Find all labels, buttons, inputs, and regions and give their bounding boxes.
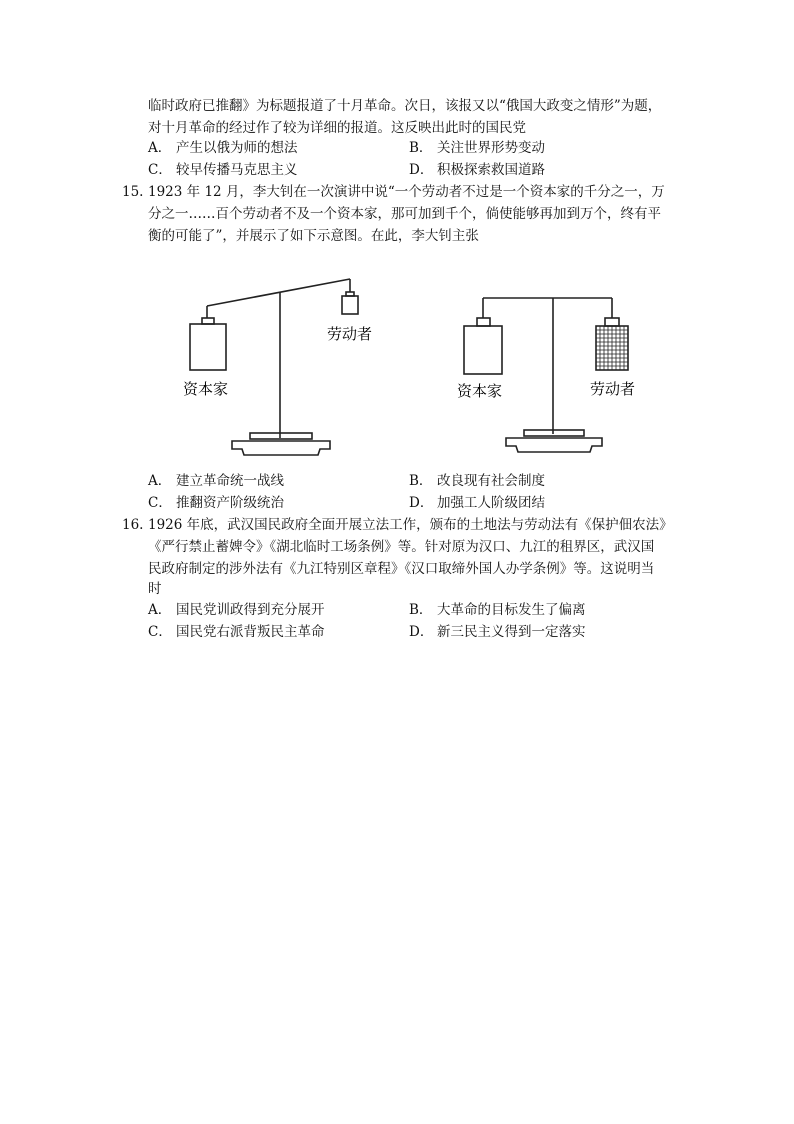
q16-line-1 [122,515,673,535]
option-letter: A． [148,602,172,618]
q16-option-c[interactable] [148,622,325,642]
option-text: 加强工人阶级团结 [437,495,545,511]
right-balance-scale [464,298,628,452]
option-letter: C． [148,624,172,640]
q15-line-2: 分之一……百个劳动者不及一个资本家，那可加到千个，倘使能够再加到万个，终有平 [148,206,661,222]
option-letter: B． [409,602,433,618]
option-letter: C． [148,162,172,178]
left-labor-label: 劳动者 [327,325,373,343]
q14-line-2: 对十月革命的经过作了较为详细的报道。这反映出此时的国民党 [148,120,526,136]
right-capital-label: 资本家 [457,382,503,400]
q16-line-2: 《严行禁止蓄婢令》《湖北临时工场条例》等。针对原为汉口、九江的租界区，武汉国 [148,539,655,555]
right-labor-label: 劳动者 [590,380,636,398]
option-text: 关注世界形势变动 [437,140,545,156]
option-text: 改良现有社会制度 [437,473,545,489]
option-letter: D． [409,162,434,178]
q15-option-c[interactable] [148,493,284,513]
q15-text-1: 1923 年 12 月，李大钊在一次演讲中说“一个劳动者不过是一个资本家的千分之一，万 [148,184,665,200]
option-text: 国民党右派背叛民主革命 [176,624,325,640]
option-letter: D． [409,624,434,640]
option-letter: B． [409,473,433,489]
balance-scale-figure [0,0,794,470]
option-letter: A． [148,140,172,156]
q15-line-3: 衡的可能了”，并展示了如下示意图。在此，李大钊主张 [148,228,479,244]
option-text: 国民党训政得到充分展开 [176,602,325,618]
left-capital-label: 资本家 [183,380,229,398]
left-balance-scale [190,279,358,455]
option-text: 新三民主义得到一定落实 [437,624,586,640]
q16-line-4: 时 [148,581,162,597]
q16-option-a[interactable] [148,600,325,620]
option-text: 建立革命统一战线 [176,473,284,489]
option-letter: C． [148,495,172,511]
q16-text-1: 1926 年底，武汉国民政府全面开展立法工作，颁布的土地法与劳动法有《保护佃农法》 [148,517,673,533]
q15-option-b[interactable] [409,471,545,491]
option-letter: D． [409,495,434,511]
q15-option-d[interactable] [409,493,545,513]
option-text: 较早传播马克思主义 [176,162,298,178]
q16-line-3: 民政府制定的涉外法有《九江特别区章程》《汉口取缔外国人办学条例》等。这说明当 [148,561,655,577]
q16-option-b[interactable] [409,600,586,620]
question-number: 15. [122,184,144,200]
option-text: 推翻资产阶级统治 [176,495,284,511]
option-text: 大革命的目标发生了偏离 [437,602,586,618]
option-text: 积极探索救国道路 [437,162,545,178]
q16-option-d[interactable] [409,622,586,642]
laborer-grid [596,326,628,370]
option-text: 产生以俄为师的想法 [176,140,298,156]
question-number: 16. [122,517,144,533]
option-letter: A． [148,473,172,489]
q14-line-1: 临时政府已推翻》为标题报道了十月革命。次日，该报又以“俄国大政变之情形”为题， [148,98,662,114]
option-letter: B． [409,140,433,156]
q15-option-a[interactable] [148,471,284,491]
